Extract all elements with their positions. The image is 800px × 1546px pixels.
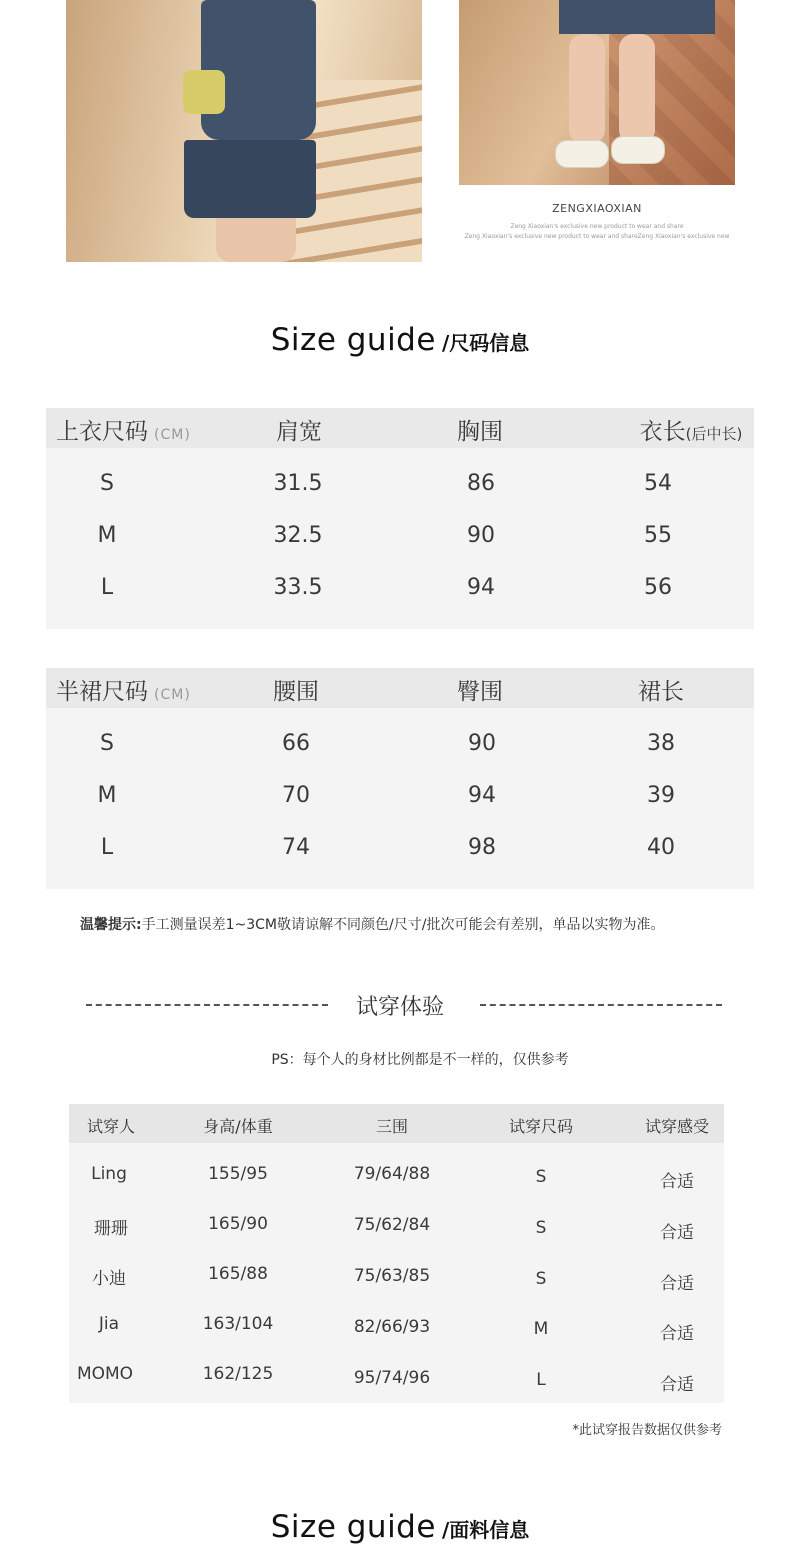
header-tester: 试穿人 bbox=[86, 1117, 136, 1136]
value-cell: 31.5 bbox=[273, 471, 323, 496]
header-height-weight: 身高/体重 bbox=[203, 1117, 273, 1136]
tester-name: MOMO bbox=[76, 1364, 134, 1384]
tester-name: Ling bbox=[91, 1164, 127, 1184]
tried-size: L bbox=[536, 1370, 546, 1390]
tried-size: M bbox=[533, 1319, 549, 1339]
value-cell: 86 bbox=[467, 471, 495, 496]
header-shoulder: 肩宽 bbox=[276, 419, 322, 445]
tried-size: S bbox=[535, 1269, 547, 1289]
top-size-table bbox=[46, 408, 754, 629]
value-cell: 98 bbox=[468, 835, 496, 860]
table-header bbox=[69, 1104, 724, 1143]
model-photo-shoes bbox=[459, 0, 735, 185]
denim-skirt bbox=[184, 140, 316, 218]
model-leg bbox=[569, 34, 605, 144]
tried-size: S bbox=[535, 1167, 547, 1187]
table-label: 半裙尺码 (CM) bbox=[56, 679, 191, 705]
height-weight: 155/95 bbox=[208, 1164, 268, 1184]
header-waist: 腰围 bbox=[273, 679, 319, 705]
tryon-table bbox=[69, 1104, 724, 1403]
value-cell: 38 bbox=[647, 731, 675, 756]
header-length: 衣长(后中长) bbox=[639, 419, 743, 445]
yellow-bag bbox=[183, 70, 225, 114]
height-weight: 162/125 bbox=[202, 1364, 274, 1384]
fit-feeling: 合适 bbox=[660, 1375, 694, 1395]
size-cell: M bbox=[97, 523, 117, 548]
tried-size: S bbox=[535, 1218, 547, 1238]
header-bust: 胸围 bbox=[457, 419, 503, 445]
measurements: 79/64/88 bbox=[353, 1164, 431, 1184]
size-cell: S bbox=[100, 471, 114, 496]
tester-name: Jia bbox=[98, 1314, 120, 1334]
tryon-note: *此试穿报告数据仅供参考 bbox=[572, 1423, 722, 1438]
fabric-title-cn: /面料信息 bbox=[441, 1518, 530, 1542]
measurements: 95/74/96 bbox=[353, 1368, 431, 1388]
fabric-title-en: Size guide bbox=[270, 1509, 436, 1545]
header-hip: 臀围 bbox=[457, 679, 503, 705]
header-measurements: 三围 bbox=[375, 1117, 409, 1136]
fit-feeling: 合适 bbox=[660, 1172, 694, 1192]
header-skirt-length: 裙长 bbox=[638, 679, 684, 705]
value-cell: 55 bbox=[644, 523, 672, 548]
tip-label: 温馨提示: bbox=[80, 917, 142, 933]
fit-feeling: 合适 bbox=[660, 1324, 694, 1344]
sneaker bbox=[555, 140, 609, 168]
size-cell: S bbox=[100, 731, 114, 756]
model-leg bbox=[619, 34, 655, 144]
fabric-info-title bbox=[0, 1509, 800, 1545]
value-cell: 90 bbox=[467, 523, 495, 548]
value-cell: 54 bbox=[644, 471, 672, 496]
skirt-size-table bbox=[46, 668, 754, 889]
height-weight: 163/104 bbox=[202, 1314, 274, 1334]
header-fit-feeling: 试穿感受 bbox=[644, 1117, 710, 1136]
value-cell: 33.5 bbox=[273, 575, 323, 600]
size-guide-title bbox=[0, 322, 800, 358]
model-legs bbox=[216, 218, 296, 262]
table-label: 上衣尺码 (CM) bbox=[56, 419, 191, 445]
table-header bbox=[46, 668, 754, 708]
model-photo-stairs bbox=[66, 0, 422, 262]
value-cell: 70 bbox=[282, 783, 310, 808]
size-guide-title-en: Size guide bbox=[270, 322, 436, 358]
value-cell: 66 bbox=[282, 731, 310, 756]
header-tried-size: 试穿尺码 bbox=[508, 1117, 574, 1136]
table-header bbox=[46, 408, 754, 448]
sneaker bbox=[611, 136, 665, 164]
size-cell: L bbox=[100, 835, 114, 860]
measurements: 75/62/84 bbox=[353, 1215, 431, 1235]
value-cell: 74 bbox=[282, 835, 310, 860]
tester-name: 珊珊 bbox=[94, 1219, 128, 1239]
value-cell: 40 bbox=[647, 835, 675, 860]
value-cell: 94 bbox=[467, 575, 495, 600]
value-cell: 32.5 bbox=[273, 523, 323, 548]
size-cell: L bbox=[100, 575, 114, 600]
measurements: 82/66/93 bbox=[353, 1317, 431, 1337]
tip-text: 手工测量误差1~3CM敬请谅解不同颜色/尺寸/批次可能会有差别，单品以实物为准。 bbox=[141, 917, 665, 933]
brand-tagline: Zeng Xiaoxian's exclusive new product to wear and share bbox=[510, 223, 684, 230]
tryon-title: 试穿体验 bbox=[355, 995, 444, 1020]
value-cell: 56 bbox=[644, 575, 672, 600]
fit-feeling: 合适 bbox=[660, 1223, 694, 1243]
value-cell: 39 bbox=[647, 783, 675, 808]
height-weight: 165/88 bbox=[208, 1264, 268, 1284]
value-cell: 94 bbox=[468, 783, 496, 808]
height-weight: 165/90 bbox=[208, 1214, 268, 1234]
size-cell: M bbox=[97, 783, 117, 808]
size-guide-title-cn: /尺码信息 bbox=[441, 331, 530, 355]
fit-feeling: 合适 bbox=[660, 1274, 694, 1294]
measurements: 75/63/85 bbox=[353, 1266, 431, 1286]
value-cell: 90 bbox=[468, 731, 496, 756]
denim-skirt-hem bbox=[559, 0, 715, 34]
measurement-tip bbox=[80, 914, 664, 934]
tester-name: 小迪 bbox=[92, 1269, 126, 1289]
tryon-ps: PS：每个人的身材比例都是不一样的，仅供参考 bbox=[271, 1052, 569, 1068]
brand-tagline: Zeng Xiaoxian's exclusive new product to wear and shareZeng Xiaoxian's exclusive new bbox=[464, 233, 730, 240]
brand-name: ZENGXIAOXIAN bbox=[552, 202, 642, 215]
